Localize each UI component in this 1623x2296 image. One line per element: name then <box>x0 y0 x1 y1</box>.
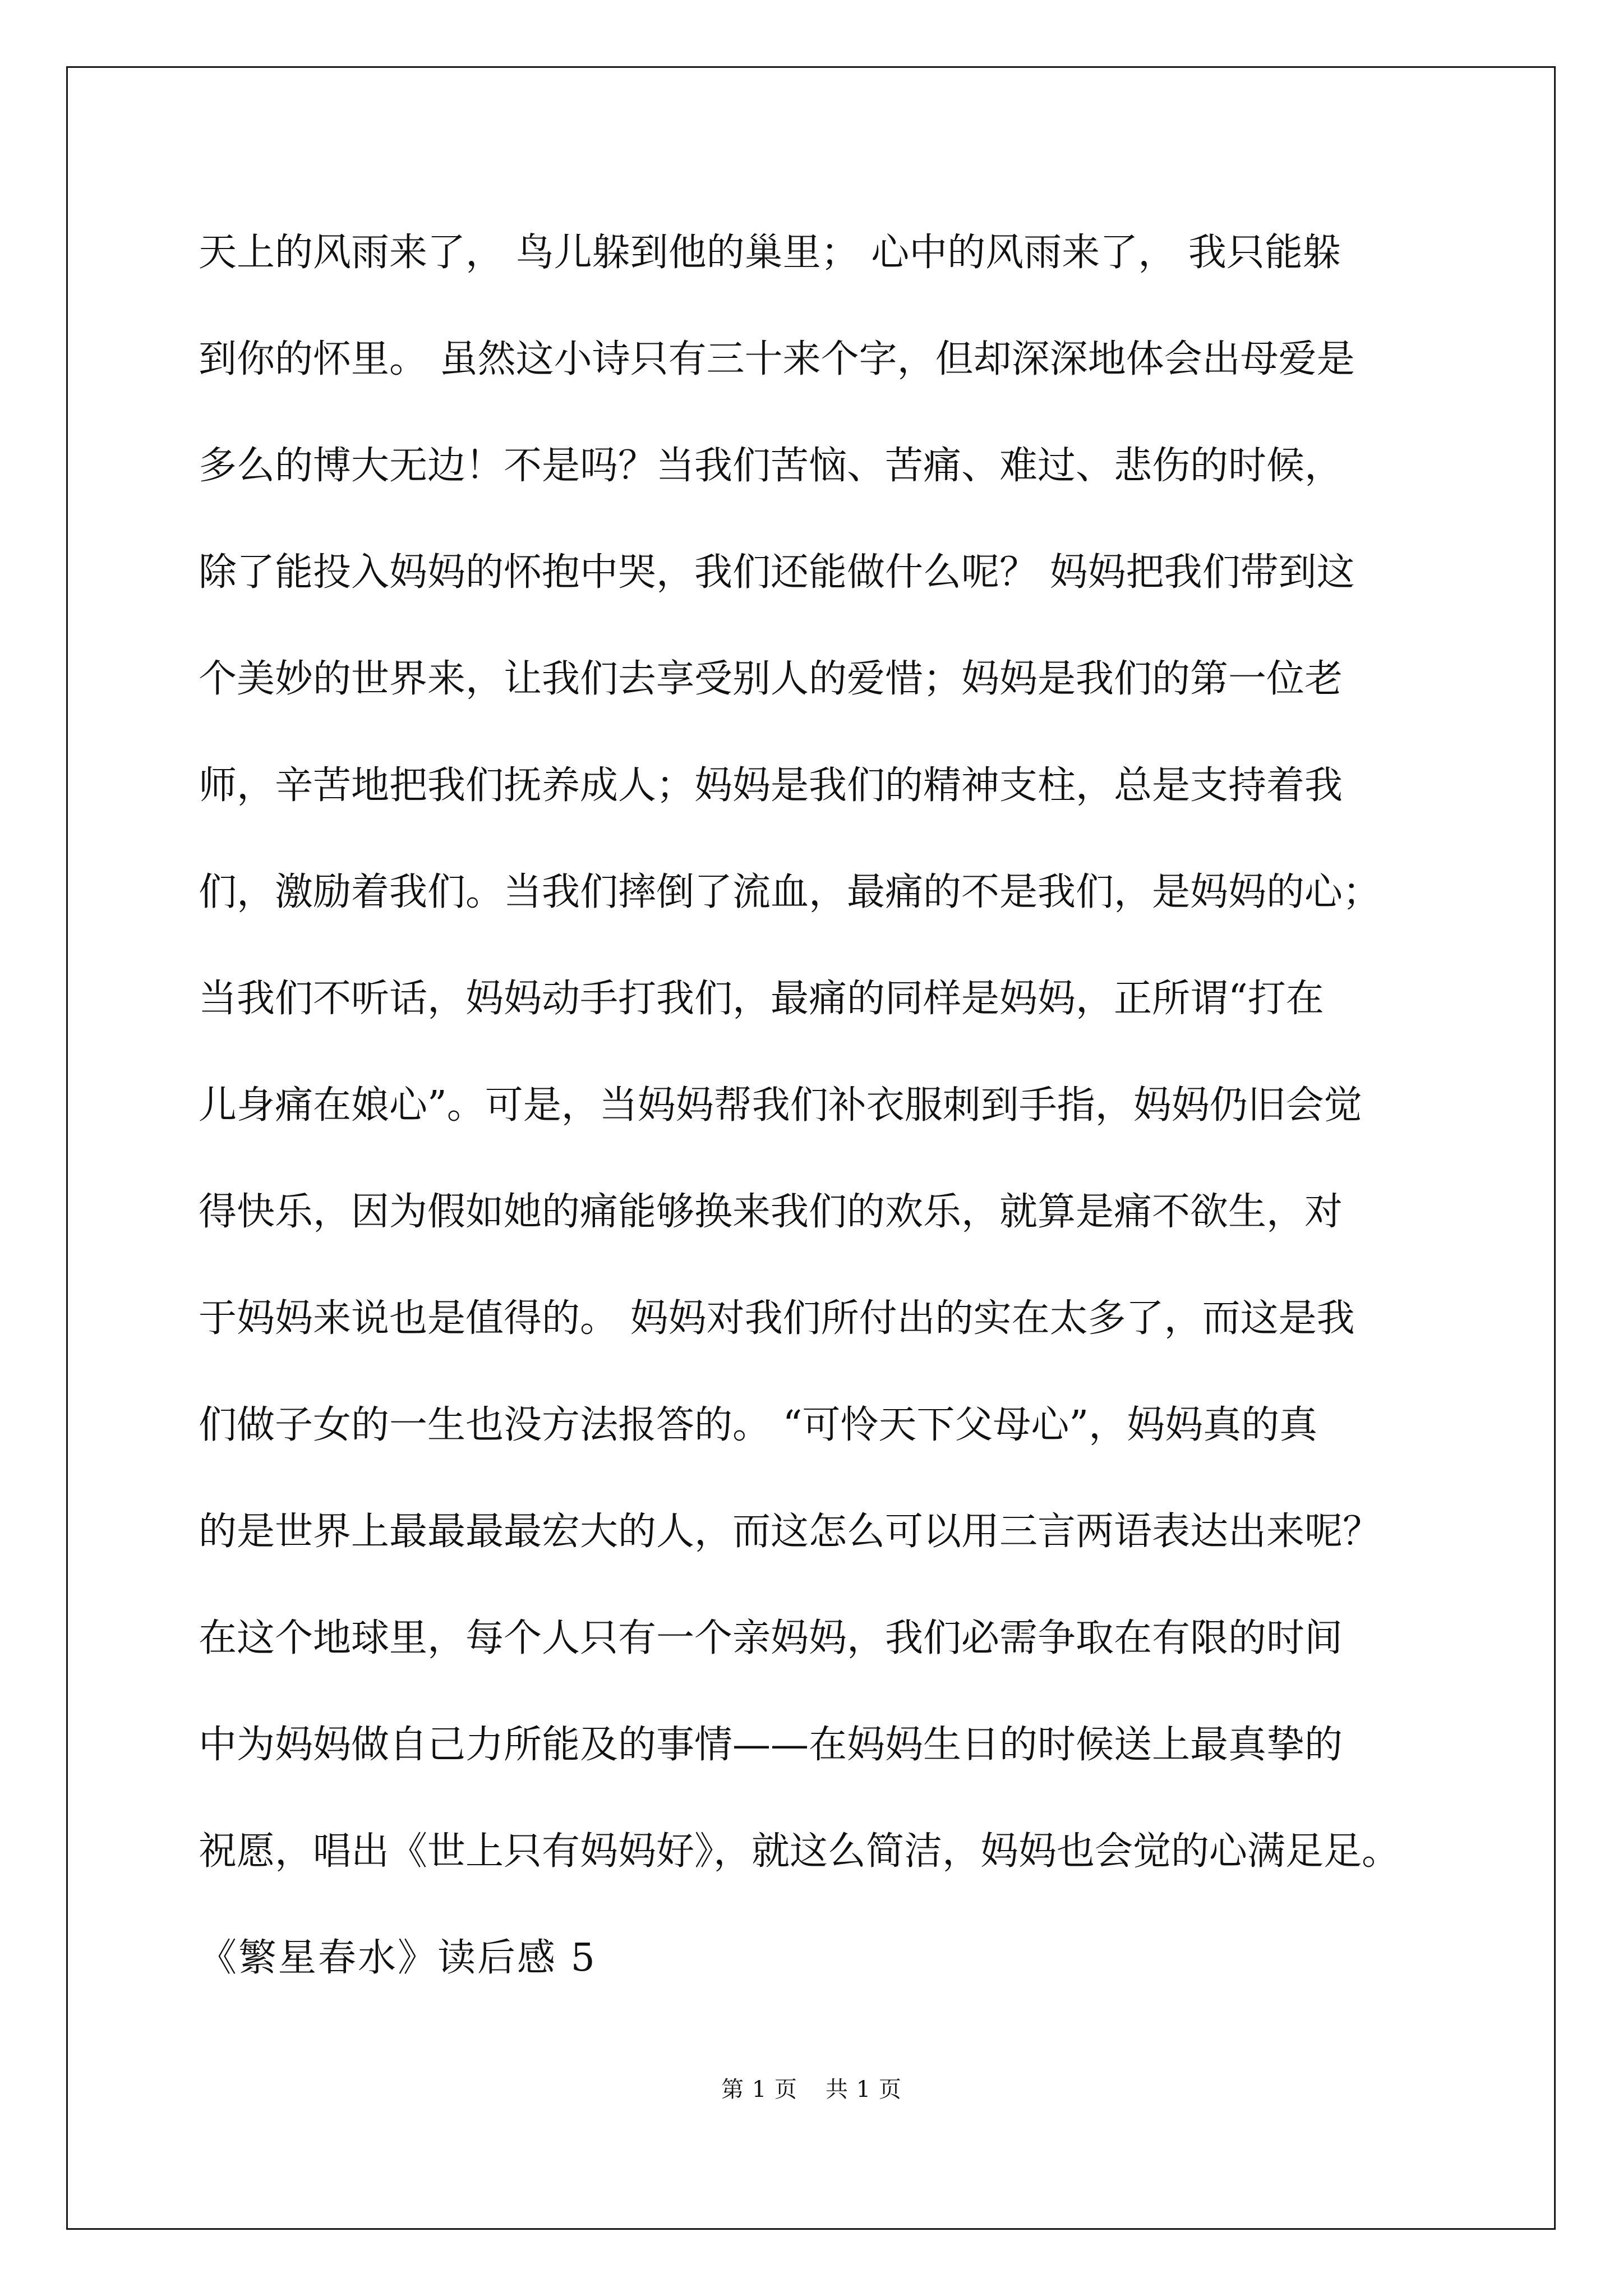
paragraph-line-8: 当我们不听话，妈妈动手打我们，最痛的同样是妈妈，正所谓“打在 <box>199 977 1324 1021</box>
paragraph-line-5: 个美妙的世界来，让我们去享受别人的爱惜；妈妈是我们的第一位老 <box>199 657 1343 701</box>
paragraph-line-13: 的是世界上最最最最宏大的人，而这怎么可以用三言两语表达出来呢？ <box>199 1510 1381 1554</box>
paragraph-line-1: 天上的风雨来了， 鸟儿躲到他的巢里； 心中的风雨来了， 我只能躲 <box>199 231 1341 275</box>
page-footer <box>0 2076 1623 2104</box>
paragraph-line-10: 得快乐，因为假如她的痛能够换来我们的欢乐，就算是痛不欲生，对 <box>199 1190 1343 1234</box>
paragraph-line-9: 儿身痛在娘心”。可是，当妈妈帮我们补衣服刺到手指，妈妈仍旧会觉 <box>199 1083 1362 1128</box>
page-number-current: 第 1 页 <box>721 2077 797 2102</box>
paragraph-line-2: 到你的怀里。 虽然这小诗只有三十来个字，但却深深地体会出母爱是 <box>199 337 1355 381</box>
paragraph-line-14: 在这个地球里，每个人只有一个亲妈妈，我们必需争取在有限的时间 <box>199 1616 1343 1660</box>
paragraph-line-7: 们，激励着我们。当我们摔倒了流血，最痛的不是我们，是妈妈的心； <box>199 870 1381 914</box>
paragraph-line-12: 们做子女的一生也没方法报答的。 “可怜天下父母心”，妈妈真的真 <box>199 1403 1318 1447</box>
document-body <box>199 222 1432 2034</box>
section-heading: 《繁星春水》读后感 5 <box>199 1936 597 1980</box>
paragraph-line-11: 于妈妈来说也是值得的。 妈妈对我们所付出的实在太多了，而这是我 <box>199 1296 1355 1341</box>
paragraph-line-6: 师，辛苦地把我们抚养成人；妈妈是我们的精神支柱，总是支持着我 <box>199 763 1343 808</box>
paragraph-line-3: 多么的博大无边！不是吗？当我们苦恼、苦痛、难过、悲伤的时候， <box>199 444 1343 488</box>
paragraph-line-16: 祝愿，唱出《世上只有妈妈好》，就这么简洁，妈妈也会觉的心满足足。 <box>199 1829 1400 1874</box>
paragraph-line-4: 除了能投入妈妈的怀抱中哭，我们还能做什么呢？ 妈妈把我们带到这 <box>199 550 1355 595</box>
paragraph-line-15: 中为妈妈做自己力所能及的事情——在妈妈生日的时候送上最真挚的 <box>199 1723 1343 1767</box>
page-number-total: 共 1 页 <box>826 2077 902 2102</box>
